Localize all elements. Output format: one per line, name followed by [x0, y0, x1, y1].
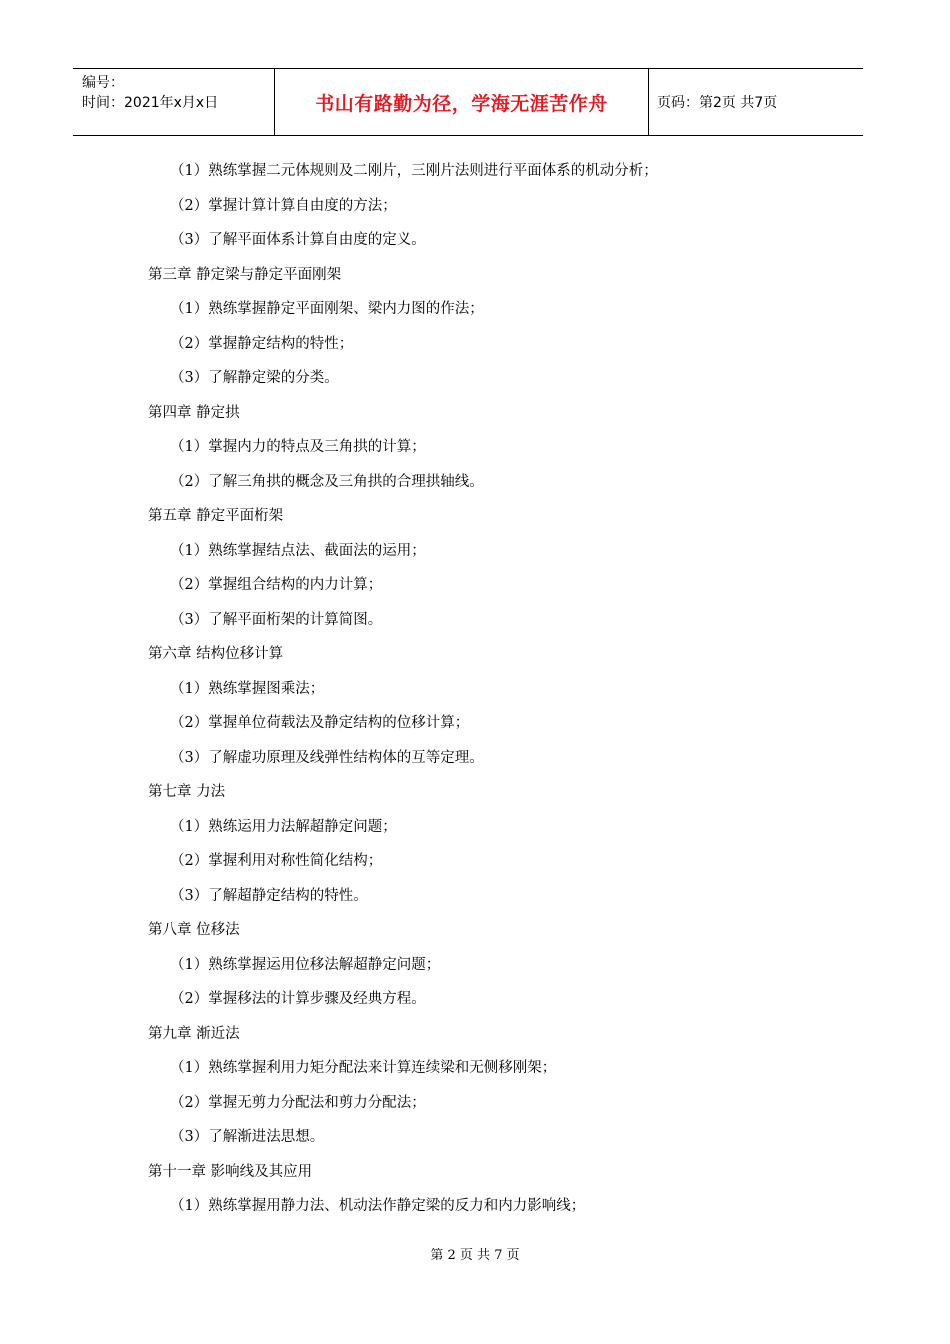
objective-item: （2）掌握静定结构的特性； [170, 335, 354, 352]
objective-item: （2）掌握单位荷载法及静定结构的位移计算； [170, 715, 470, 731]
header-page-info: 页码：第2页 共7页 [657, 95, 778, 111]
document-body [148, 154, 848, 1224]
objective-item: （3）了解虚功原理及线弹性结构体的互等定理。 [170, 749, 484, 766]
objective-item: （3）了解超静定结构的特性。 [170, 887, 368, 904]
objective-item: （1）熟练运用力法解超静定问题； [170, 818, 397, 835]
objective-item: （2）掌握移法的计算步骤及经典方程。 [170, 991, 426, 1007]
header-motto: 书山有路勤为径，学海无涯苦作舟 [315, 92, 608, 115]
page-footer: 第 2 页 共 7 页 [430, 1248, 520, 1263]
objective-item: （1）熟练掌握结点法、截面法的运用； [170, 542, 426, 559]
objective-item: （1）掌握内力的特点及三角拱的计算； [170, 439, 426, 455]
header-motto-cell [275, 69, 649, 135]
chapter-heading: 第八章 位移法 [148, 922, 240, 938]
chapter-heading: 第七章 力法 [148, 784, 226, 800]
objective-item: （2）掌握组合结构的内力计算； [170, 577, 383, 593]
chapter-heading: 第十一章 影响线及其应用 [148, 1163, 313, 1180]
number-label: 编号： [82, 75, 124, 91]
objective-item: （1）熟练掌握利用力矩分配法来计算连续梁和无侧移刚架； [170, 1060, 557, 1076]
page-header [73, 68, 863, 136]
chapter-heading: 第九章 渐近法 [148, 1025, 240, 1042]
objective-item: （2）掌握计算计算自由度的方法； [170, 197, 397, 214]
objective-item: （3）了解平面桁架的计算简图。 [170, 611, 383, 628]
objective-item: （3）了解平面体系计算自由度的定义。 [170, 232, 426, 248]
objective-item: （3）了解渐进法思想。 [170, 1129, 325, 1145]
chapter-heading: 第五章 静定平面桁架 [148, 508, 284, 524]
objective-item: （1）熟练掌握二元体规则及二刚片，三刚片法则进行平面体系的机动分析； [170, 163, 658, 179]
time-label: 时间：2021年x月x日 [82, 95, 219, 111]
objective-item: （3）了解静定梁的分类。 [170, 370, 339, 386]
objective-item: （1）熟练掌握图乘法； [170, 680, 325, 697]
objective-item: （1）熟练掌握运用位移法解超静定问题； [170, 956, 441, 973]
chapter-heading: 第四章 静定拱 [148, 404, 240, 421]
header-meta [73, 69, 275, 135]
chapter-heading: 第三章 静定梁与静定平面刚架 [148, 266, 342, 283]
objective-item: （2）掌握利用对称性简化结构； [170, 853, 383, 869]
objective-item: （1）熟练掌握用静力法、机动法作静定梁的反力和内力影响线； [170, 1198, 586, 1214]
objective-item: （2）了解三角拱的概念及三角拱的合理拱轴线。 [170, 473, 484, 490]
objective-item: （2）掌握无剪力分配法和剪力分配法； [170, 1094, 426, 1111]
objective-item: （1）熟练掌握静定平面刚架、梁内力图的作法； [170, 301, 484, 317]
chapter-heading: 第六章 结构位移计算 [148, 646, 284, 662]
